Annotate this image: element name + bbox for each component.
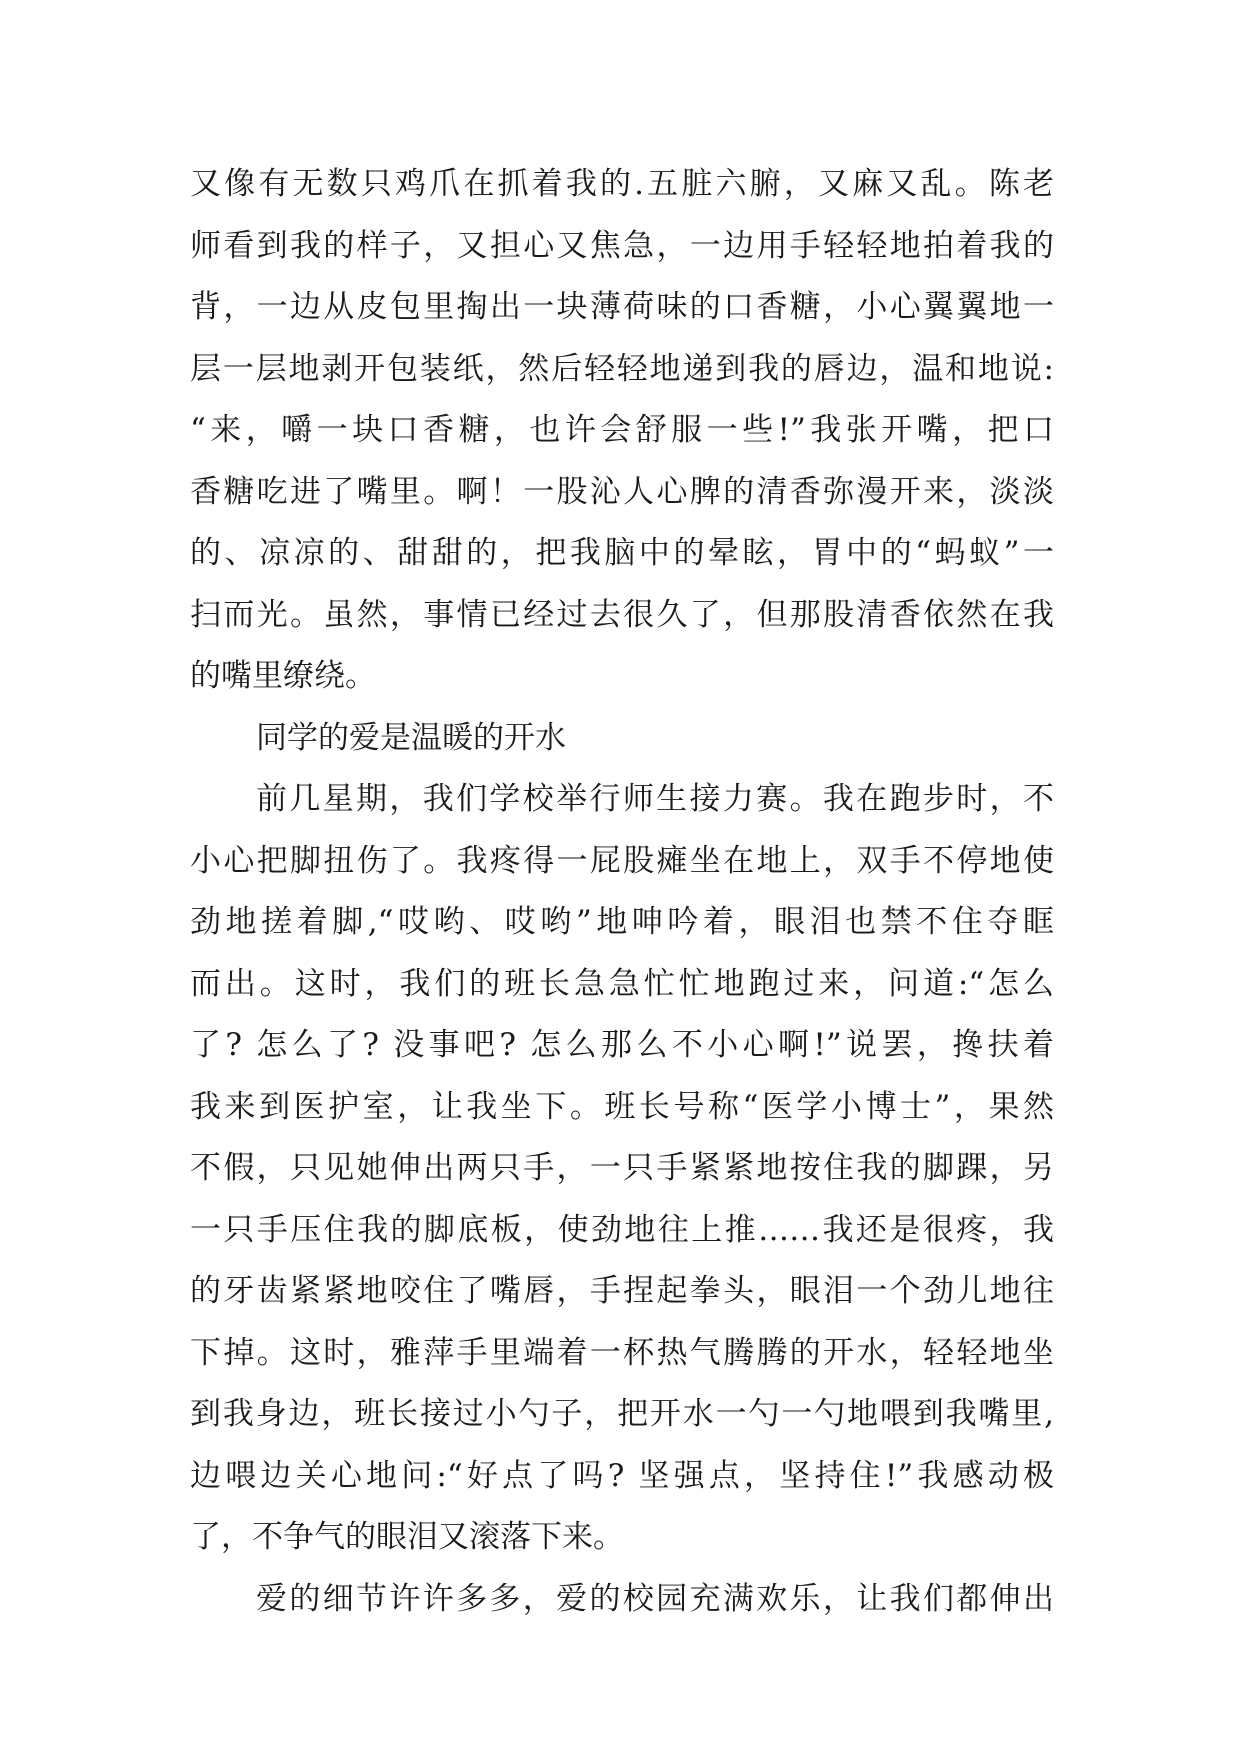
text-line: 不假，只见她伸出两只手，一只手紧紧地按住我的脚踝，另 [190, 1150, 1054, 1186]
text-line: 一只手压住我的脚底板，使劲地往上推……我还是很疼，我 [190, 1211, 1054, 1248]
text-line: 师看到我的样子，又担心又焦急，一边用手轻轻地拍着我的 [190, 227, 1054, 264]
text-line: 的、凉凉的、甜甜的，把我脑中的晕眩，胃中的“蚂蚁”一 [190, 535, 1054, 571]
text-line: 而出。这时，我们的班长急急忙忙地跑过来，问道:“怎么 [190, 965, 1054, 1002]
text-line: “来，嚼一块口香糖，也许会舒服一些!”我张开嘴，把口 [190, 412, 1054, 448]
text-line: 下掉。这时，雅萍手里端着一杯热气腾腾的开水，轻轻地坐 [190, 1334, 1054, 1371]
text-line: 了? 怎么了? 没事吧? 怎么那么不小心啊!”说罢，搀扶着 [190, 1027, 1054, 1063]
text-line: 的牙齿紧紧地咬住了嘴唇，手捏起拳头，眼泪一个劲儿地往 [190, 1273, 1054, 1309]
text-line: 劲地搓着脚,“哎哟、哎哟”地呻吟着，眼泪也禁不住夺眶 [190, 904, 1054, 940]
text-line: 香糖吃进了嘴里。啊！一股沁人心脾的清香弥漫开来，淡淡 [190, 473, 1054, 510]
text-line: 爱的细节许许多多，爱的校园充满欢乐，让我们都伸出 [256, 1580, 1054, 1617]
text-line: 到我身边，班长接过小勺子，把开水一勺一勺地喂到我嘴里, [190, 1396, 1054, 1432]
text-line: 背，一边从皮包里掏出一块薄荷味的口香糖，小心翼翼地一 [190, 289, 1054, 325]
text-line: 了，不争气的眼泪又滚落下来。 [190, 1519, 624, 1555]
text-line: 同学的爱是温暖的开水 [256, 719, 566, 756]
text-line: 扫而光。虽然，事情已经过去很久了，但那股清香依然在我 [190, 596, 1054, 633]
text-line: 我来到医护室，让我坐下。班长号称“医学小博士”，果然 [190, 1088, 1054, 1125]
text-line: 的嘴里缭绕。 [190, 658, 376, 694]
document-body [190, 154, 1054, 1630]
text-line: 前几星期，我们学校举行师生接力赛。我在跑步时，不 [256, 781, 1054, 817]
text-line: 边喂边关心地问:“好点了吗? 坚强点，坚持住!”我感动极 [190, 1457, 1054, 1494]
text-line: 小心把脚扭伤了。我疼得一屁股瘫坐在地上，双手不停地使 [190, 842, 1054, 879]
text-line: 又像有无数只鸡爪在抓着我的.五脏六腑，又麻又乱。陈老 [190, 166, 1054, 202]
text-line: 层一层地剥开包装纸，然后轻轻地递到我的唇边，温和地说: [190, 350, 1054, 387]
